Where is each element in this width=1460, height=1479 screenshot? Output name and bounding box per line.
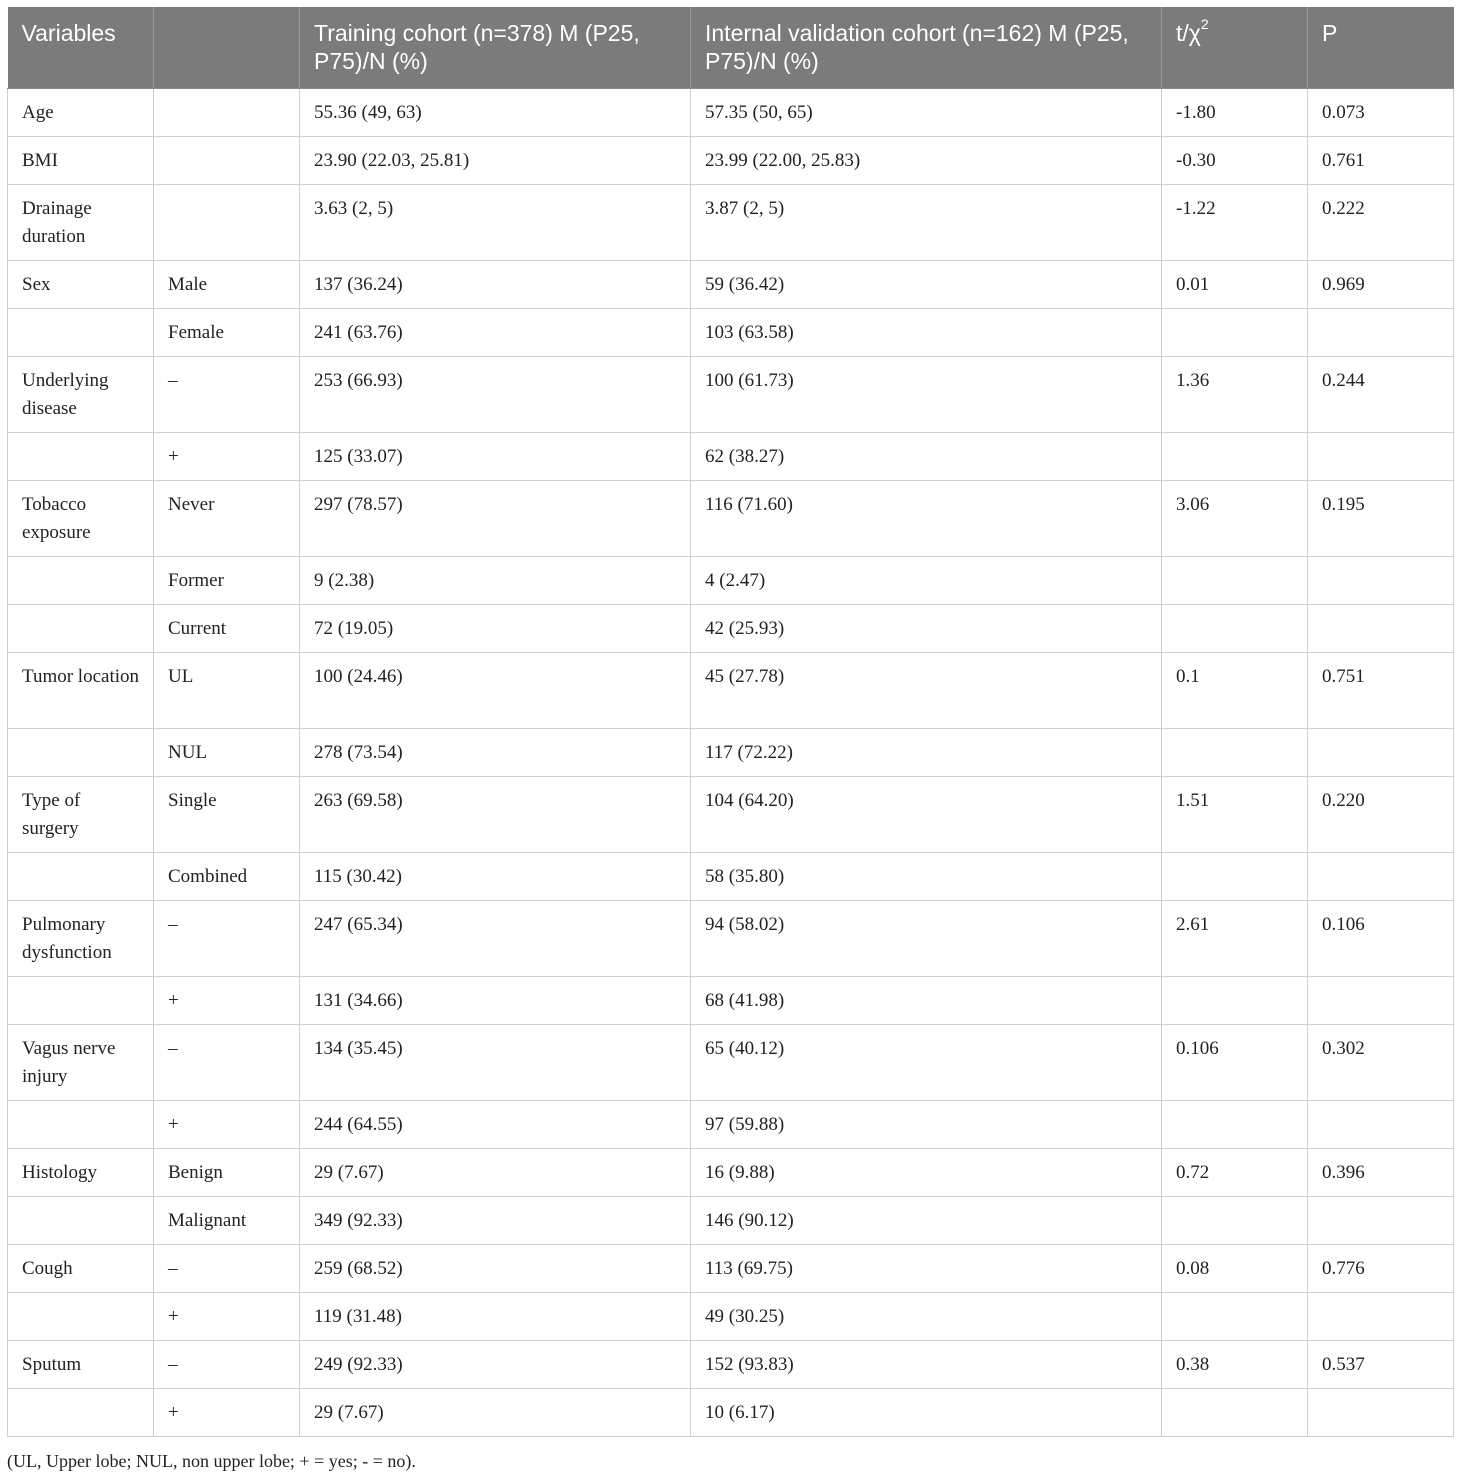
table-row — [8, 977, 1454, 1025]
cell-validation: 152 (93.83) — [691, 1341, 1162, 1389]
cell-variable — [8, 1197, 154, 1245]
cell-training: 119 (31.48) — [300, 1293, 691, 1341]
cell-validation: 58 (35.80) — [691, 853, 1162, 901]
cell-training: 247 (65.34) — [300, 901, 691, 977]
cell-p-value — [1308, 853, 1454, 901]
cell-validation: 10 (6.17) — [691, 1389, 1162, 1437]
cell-p-value: 0.302 — [1308, 1025, 1454, 1101]
cell-category: – — [154, 357, 300, 433]
cell-p-value: 0.751 — [1308, 653, 1454, 729]
cell-statistic: -1.22 — [1162, 185, 1308, 261]
cell-statistic — [1162, 605, 1308, 653]
cell-validation: 116 (71.60) — [691, 481, 1162, 557]
table-row — [8, 357, 1454, 433]
cell-variable: Sputum — [8, 1341, 154, 1389]
cell-category: Combined — [154, 853, 300, 901]
cell-variable: Tumor location — [8, 653, 154, 729]
cell-p-value — [1308, 1101, 1454, 1149]
cell-training: 125 (33.07) — [300, 433, 691, 481]
cell-training: 278 (73.54) — [300, 729, 691, 777]
header-row — [8, 7, 1454, 89]
cell-variable — [8, 1293, 154, 1341]
cell-statistic — [1162, 433, 1308, 481]
cell-p-value: 0.106 — [1308, 901, 1454, 977]
cell-statistic: 1.51 — [1162, 777, 1308, 853]
table-row — [8, 1149, 1454, 1197]
cell-category: + — [154, 433, 300, 481]
cell-category: Former — [154, 557, 300, 605]
table-row — [8, 1245, 1454, 1293]
cell-p-value: 0.761 — [1308, 137, 1454, 185]
table-row — [8, 557, 1454, 605]
cell-statistic: 0.38 — [1162, 1341, 1308, 1389]
cell-training: 131 (34.66) — [300, 977, 691, 1025]
cell-category: Benign — [154, 1149, 300, 1197]
cell-p-value: 0.073 — [1308, 89, 1454, 137]
cell-p-value — [1308, 729, 1454, 777]
table-footnote: (UL, Upper lobe; NUL, non upper lobe; + = yes; - = no). — [7, 1451, 416, 1471]
cell-training: 3.63 (2, 5) — [300, 185, 691, 261]
cell-variable: BMI — [8, 137, 154, 185]
header-test-statistic — [1162, 7, 1308, 89]
table-row — [8, 185, 1454, 261]
table-row — [8, 261, 1454, 309]
cell-category: Male — [154, 261, 300, 309]
cell-training: 115 (30.42) — [300, 853, 691, 901]
cell-statistic — [1162, 309, 1308, 357]
cell-p-value — [1308, 977, 1454, 1025]
cell-validation: 45 (27.78) — [691, 653, 1162, 729]
cell-training: 100 (24.46) — [300, 653, 691, 729]
cell-training: 244 (64.55) — [300, 1101, 691, 1149]
cell-statistic: -1.80 — [1162, 89, 1308, 137]
cell-validation: 42 (25.93) — [691, 605, 1162, 653]
cell-variable: Sex — [8, 261, 154, 309]
table-row — [8, 1101, 1454, 1149]
table-row — [8, 729, 1454, 777]
cell-validation: 4 (2.47) — [691, 557, 1162, 605]
cell-p-value: 0.195 — [1308, 481, 1454, 557]
table-row — [8, 901, 1454, 977]
cell-variable — [8, 433, 154, 481]
cell-validation: 94 (58.02) — [691, 901, 1162, 977]
cell-variable: Cough — [8, 1245, 154, 1293]
cell-training: 72 (19.05) — [300, 605, 691, 653]
cell-training: 241 (63.76) — [300, 309, 691, 357]
cell-statistic: 2.61 — [1162, 901, 1308, 977]
cell-training: 259 (68.52) — [300, 1245, 691, 1293]
cell-variable: Vagus nerve injury — [8, 1025, 154, 1101]
cell-validation: 97 (59.88) — [691, 1101, 1162, 1149]
cell-category: Female — [154, 309, 300, 357]
cell-validation: 65 (40.12) — [691, 1025, 1162, 1101]
cell-training: 349 (92.33) — [300, 1197, 691, 1245]
cell-validation: 103 (63.58) — [691, 309, 1162, 357]
cell-validation: 68 (41.98) — [691, 977, 1162, 1025]
cell-statistic — [1162, 729, 1308, 777]
cell-training: 297 (78.57) — [300, 481, 691, 557]
cell-category: – — [154, 1341, 300, 1389]
table-row — [8, 605, 1454, 653]
cell-validation: 113 (69.75) — [691, 1245, 1162, 1293]
cell-validation: 16 (9.88) — [691, 1149, 1162, 1197]
header-validation-cohort: Internal validation cohort (n=162) M (P25, P75)/N (%) — [691, 7, 1162, 89]
cell-training: 249 (92.33) — [300, 1341, 691, 1389]
cell-validation: 104 (64.20) — [691, 777, 1162, 853]
cell-variable: Tobacco exposure — [8, 481, 154, 557]
cell-category: Never — [154, 481, 300, 557]
cell-category: NUL — [154, 729, 300, 777]
cell-statistic — [1162, 1101, 1308, 1149]
cell-p-value — [1308, 605, 1454, 653]
cell-category — [154, 89, 300, 137]
cell-validation: 146 (90.12) — [691, 1197, 1162, 1245]
cell-p-value — [1308, 557, 1454, 605]
cell-statistic: 0.01 — [1162, 261, 1308, 309]
cell-variable: Type of surgery — [8, 777, 154, 853]
cell-training: 29 (7.67) — [300, 1149, 691, 1197]
cell-statistic: 3.06 — [1162, 481, 1308, 557]
table-row — [8, 137, 1454, 185]
cell-statistic: 0.1 — [1162, 653, 1308, 729]
cell-statistic — [1162, 1197, 1308, 1245]
cell-p-value — [1308, 433, 1454, 481]
cell-variable — [8, 1101, 154, 1149]
cell-validation: 3.87 (2, 5) — [691, 185, 1162, 261]
cell-statistic — [1162, 557, 1308, 605]
cell-validation: 117 (72.22) — [691, 729, 1162, 777]
table-row — [8, 853, 1454, 901]
cell-p-value — [1308, 1293, 1454, 1341]
table-row — [8, 309, 1454, 357]
table-row — [8, 1341, 1454, 1389]
cell-category — [154, 185, 300, 261]
table-row — [8, 481, 1454, 557]
cell-training: 253 (66.93) — [300, 357, 691, 433]
cell-statistic: 0.08 — [1162, 1245, 1308, 1293]
cell-statistic: 0.72 — [1162, 1149, 1308, 1197]
cell-variable — [8, 1389, 154, 1437]
cell-training: 137 (36.24) — [300, 261, 691, 309]
cell-variable: Underlying disease — [8, 357, 154, 433]
cell-p-value — [1308, 309, 1454, 357]
cell-p-value: 0.244 — [1308, 357, 1454, 433]
cell-statistic: -0.30 — [1162, 137, 1308, 185]
cell-p-value: 0.969 — [1308, 261, 1454, 309]
cell-training: 9 (2.38) — [300, 557, 691, 605]
cell-variable: Pulmonary dysfunction — [8, 901, 154, 977]
cell-category: Malignant — [154, 1197, 300, 1245]
cell-category — [154, 137, 300, 185]
cell-statistic — [1162, 1389, 1308, 1437]
cell-statistic — [1162, 853, 1308, 901]
data-table — [7, 7, 1454, 1437]
header-test-statistic-label: t/χ — [1176, 20, 1201, 46]
cell-variable — [8, 309, 154, 357]
cell-variable: Histology — [8, 1149, 154, 1197]
cell-statistic — [1162, 977, 1308, 1025]
table-row — [8, 89, 1454, 137]
cell-training: 29 (7.67) — [300, 1389, 691, 1437]
header-superscript: 2 — [1200, 16, 1209, 33]
cell-category: Current — [154, 605, 300, 653]
cell-p-value: 0.537 — [1308, 1341, 1454, 1389]
cell-validation: 57.35 (50, 65) — [691, 89, 1162, 137]
table-row — [8, 1389, 1454, 1437]
cell-training: 134 (35.45) — [300, 1025, 691, 1101]
cell-category: + — [154, 1389, 300, 1437]
cell-variable — [8, 977, 154, 1025]
cell-category: + — [154, 977, 300, 1025]
cell-variable — [8, 605, 154, 653]
cell-p-value: 0.776 — [1308, 1245, 1454, 1293]
cell-validation: 59 (36.42) — [691, 261, 1162, 309]
cell-validation: 23.99 (22.00, 25.83) — [691, 137, 1162, 185]
cell-p-value — [1308, 1197, 1454, 1245]
cell-category: – — [154, 1025, 300, 1101]
cell-p-value: 0.222 — [1308, 185, 1454, 261]
cell-statistic: 0.106 — [1162, 1025, 1308, 1101]
cell-training: 263 (69.58) — [300, 777, 691, 853]
table-row — [8, 1293, 1454, 1341]
header-variables: Variables — [8, 7, 154, 89]
cell-variable: Age — [8, 89, 154, 137]
cell-category: + — [154, 1101, 300, 1149]
cell-variable — [8, 853, 154, 901]
header-p-value: P — [1308, 7, 1454, 89]
table-row — [8, 433, 1454, 481]
cell-statistic: 1.36 — [1162, 357, 1308, 433]
header-category — [154, 7, 300, 89]
cell-category: – — [154, 901, 300, 977]
cell-validation: 49 (30.25) — [691, 1293, 1162, 1341]
table-row — [8, 653, 1454, 729]
table-row — [8, 1025, 1454, 1101]
cell-variable — [8, 557, 154, 605]
cell-training: 23.90 (22.03, 25.81) — [300, 137, 691, 185]
cell-category: UL — [154, 653, 300, 729]
cell-validation: 100 (61.73) — [691, 357, 1162, 433]
cell-category: – — [154, 1245, 300, 1293]
table-row — [8, 777, 1454, 853]
header-training-cohort: Training cohort (n=378) M (P25, P75)/N (%) — [300, 7, 691, 89]
cell-category: + — [154, 1293, 300, 1341]
cell-variable — [8, 729, 154, 777]
cell-p-value: 0.220 — [1308, 777, 1454, 853]
table-row — [8, 1197, 1454, 1245]
cell-validation: 62 (38.27) — [691, 433, 1162, 481]
cell-category: Single — [154, 777, 300, 853]
cell-variable: Drainage duration — [8, 185, 154, 261]
cell-p-value: 0.396 — [1308, 1149, 1454, 1197]
cell-p-value — [1308, 1389, 1454, 1437]
cell-statistic — [1162, 1293, 1308, 1341]
cell-training: 55.36 (49, 63) — [300, 89, 691, 137]
